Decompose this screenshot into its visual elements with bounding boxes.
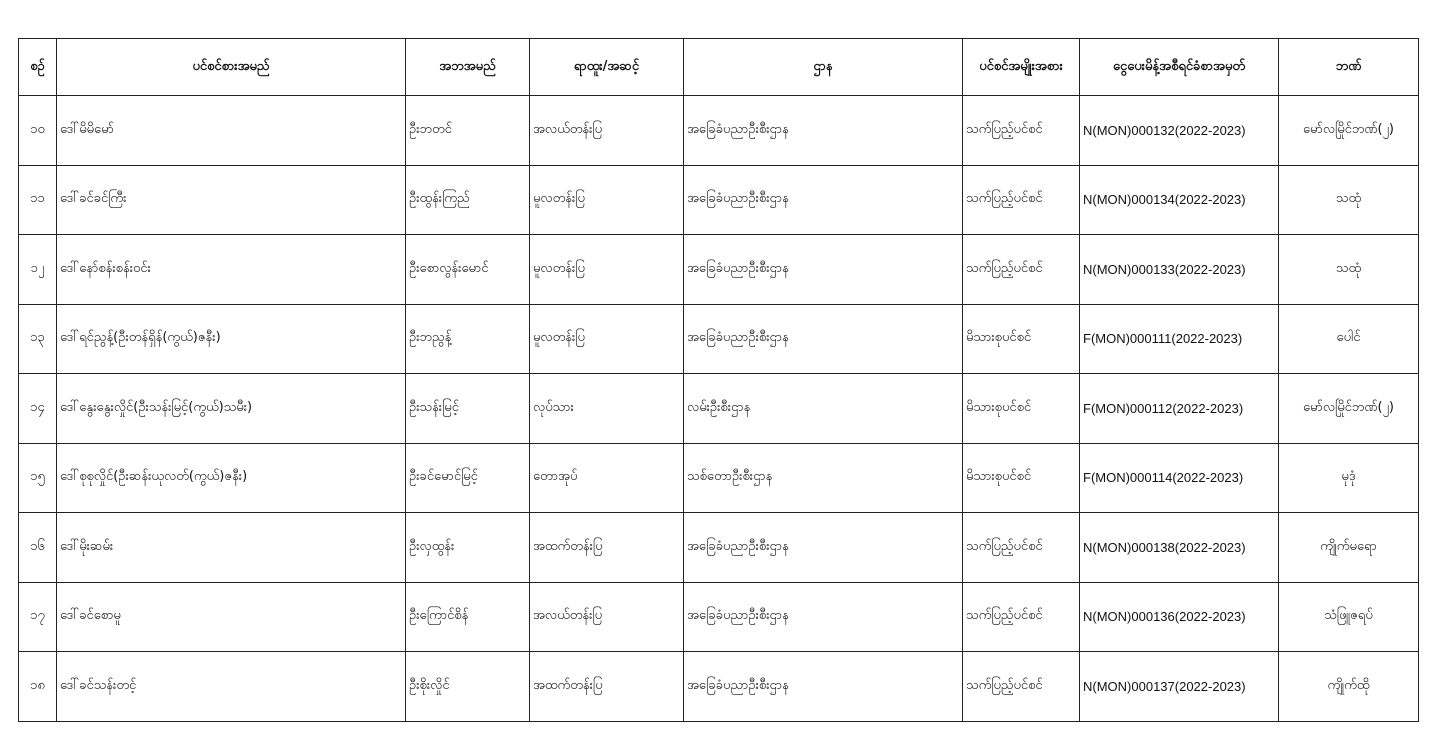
header-treasury: ဘဏ် <box>1279 39 1419 96</box>
cell-department: အခြေခံပညာဦးစီးဌာန <box>684 652 963 722</box>
table-header <box>19 39 1419 96</box>
cell-no: ၁၃ <box>19 304 57 374</box>
cell-pensioner-name: ဒေါ်မိုးဆမ်း <box>57 513 406 583</box>
table-row <box>19 165 1419 235</box>
cell-registration-no: N(MON)000133(2022-2023) <box>1080 235 1279 305</box>
cell-registration-no: F(MON)000112(2022-2023) <box>1080 374 1279 444</box>
cell-registration-no: N(MON)000134(2022-2023) <box>1080 165 1279 235</box>
cell-pension-type: မိသားစုပင်စင် <box>963 304 1080 374</box>
cell-rank: လုပ်သား <box>530 374 684 444</box>
cell-pension-type: သက်ပြည့်ပင်စင် <box>963 652 1080 722</box>
cell-rank: အလယ်တန်းပြ <box>530 582 684 652</box>
cell-department: အခြေခံပညာဦးစီးဌာန <box>684 165 963 235</box>
cell-father-name: ဦးလှထွန်း <box>406 513 530 583</box>
cell-registration-no: N(MON)000132(2022-2023) <box>1080 96 1279 166</box>
cell-rank: မူလတန်းပြ <box>530 165 684 235</box>
cell-no: ၁၁ <box>19 165 57 235</box>
cell-pensioner-name: ဒေါ်ခင်စောမူ <box>57 582 406 652</box>
cell-registration-no: F(MON)000111(2022-2023) <box>1080 304 1279 374</box>
cell-father-name: ဦးသန်းမြင့် <box>406 374 530 444</box>
cell-department: လမ်းဦးစီးဌာန <box>684 374 963 444</box>
cell-rank: အထက်တန်းပြ <box>530 652 684 722</box>
cell-pensioner-name: ဒေါ်နွေးနွေးလှိုင်(ဦးသန်းမြင့်(ကွယ်)သမီး) <box>57 374 406 444</box>
header-row <box>19 39 1419 96</box>
cell-no: ၁၄ <box>19 374 57 444</box>
cell-no: ၁၅ <box>19 443 57 513</box>
cell-registration-no: F(MON)000114(2022-2023) <box>1080 443 1279 513</box>
header-rank: ရာထူး/အဆင့် <box>530 39 684 96</box>
cell-pension-type: မိသားစုပင်စင် <box>963 443 1080 513</box>
cell-rank: အလယ်တန်းပြ <box>530 96 684 166</box>
pension-table-container <box>18 38 1418 722</box>
cell-pension-type: သက်ပြည့်ပင်စင် <box>963 165 1080 235</box>
header-no: စဉ် <box>19 39 57 96</box>
pension-table <box>18 38 1419 722</box>
cell-father-name: ဦးဘညွန့် <box>406 304 530 374</box>
cell-father-name: ဦးစိုးလှိုင် <box>406 652 530 722</box>
cell-department: သစ်တောဦးစီးဌာန <box>684 443 963 513</box>
cell-department: အခြေခံပညာဦးစီးဌာန <box>684 582 963 652</box>
cell-pensioner-name: ဒေါ်မိမိမော် <box>57 96 406 166</box>
table-row <box>19 96 1419 166</box>
cell-treasury: သံဖြူဇရပ် <box>1279 582 1419 652</box>
cell-treasury: ကျိုက်ထို <box>1279 652 1419 722</box>
cell-rank: မူလတန်းပြ <box>530 235 684 305</box>
table-row <box>19 513 1419 583</box>
cell-treasury: သထုံ <box>1279 235 1419 305</box>
cell-father-name: ဦးစောလွန်းမောင် <box>406 235 530 305</box>
cell-pension-type: မိသားစုပင်စင် <box>963 374 1080 444</box>
table-row <box>19 235 1419 305</box>
cell-pensioner-name: ဒေါ်စုစုလှိုင်(ဦးဆန်းယုလတ်(ကွယ်)ဇနီး) <box>57 443 406 513</box>
cell-treasury: ကျိုက်မရော <box>1279 513 1419 583</box>
cell-no: ၁၆ <box>19 513 57 583</box>
cell-pension-type: သက်ပြည့်ပင်စင် <box>963 513 1080 583</box>
cell-father-name: ဦးဘတင် <box>406 96 530 166</box>
cell-department: အခြေခံပညာဦးစီးဌာန <box>684 513 963 583</box>
cell-registration-no: N(MON)000138(2022-2023) <box>1080 513 1279 583</box>
cell-registration-no: N(MON)000137(2022-2023) <box>1080 652 1279 722</box>
table-row <box>19 652 1419 722</box>
cell-rank: မူလတန်းပြ <box>530 304 684 374</box>
cell-pension-type: သက်ပြည့်ပင်စင် <box>963 235 1080 305</box>
cell-father-name: ဦးကြောင်စိန် <box>406 582 530 652</box>
cell-treasury: မော်လမြိုင်ဘဏ်(၂) <box>1279 96 1419 166</box>
cell-department: အခြေခံပညာဦးစီးဌာန <box>684 96 963 166</box>
header-pension-type: ပင်စင်အမျိုးအစား <box>963 39 1080 96</box>
cell-father-name: ဦးထွန်းကြည် <box>406 165 530 235</box>
table-body <box>19 96 1419 722</box>
table-row <box>19 304 1419 374</box>
cell-pensioner-name: ဒေါ်ခင်သန်းတင့် <box>57 652 406 722</box>
cell-department: အခြေခံပညာဦးစီးဌာန <box>684 304 963 374</box>
cell-no: ၁၀ <box>19 96 57 166</box>
cell-department: အခြေခံပညာဦးစီးဌာန <box>684 235 963 305</box>
cell-registration-no: N(MON)000136(2022-2023) <box>1080 582 1279 652</box>
table-row <box>19 582 1419 652</box>
cell-treasury: သထုံ <box>1279 165 1419 235</box>
cell-father-name: ဦးခင်မောင်မြင့် <box>406 443 530 513</box>
header-registration-no: ငွေပေးမိန့်အစီရင်ခံစာအမှတ် <box>1080 39 1279 96</box>
cell-no: ၁၂ <box>19 235 57 305</box>
table-row <box>19 374 1419 444</box>
cell-rank: အထက်တန်းပြ <box>530 513 684 583</box>
cell-rank: တောအုပ် <box>530 443 684 513</box>
cell-no: ၁၇ <box>19 582 57 652</box>
cell-treasury: ပေါင် <box>1279 304 1419 374</box>
header-department: ဌာန <box>684 39 963 96</box>
header-pensioner-name: ပင်စင်စားအမည် <box>57 39 406 96</box>
cell-no: ၁၈ <box>19 652 57 722</box>
cell-treasury: မုဒုံ <box>1279 443 1419 513</box>
cell-pension-type: သက်ပြည့်ပင်စင် <box>963 582 1080 652</box>
cell-pension-type: သက်ပြည့်ပင်စင် <box>963 96 1080 166</box>
header-father-name: အဘအမည် <box>406 39 530 96</box>
cell-treasury: မော်လမြိုင်ဘဏ်(၂) <box>1279 374 1419 444</box>
cell-pensioner-name: ဒေါ်ရင်ညွန့်(ဦးတန်ရှိန်(ကွယ်)ဇနီး) <box>57 304 406 374</box>
table-row <box>19 443 1419 513</box>
cell-pensioner-name: ဒေါ်ခင်ခင်ကြီး <box>57 165 406 235</box>
cell-pensioner-name: ဒေါ်နော်စန်းစန်းဝင်း <box>57 235 406 305</box>
